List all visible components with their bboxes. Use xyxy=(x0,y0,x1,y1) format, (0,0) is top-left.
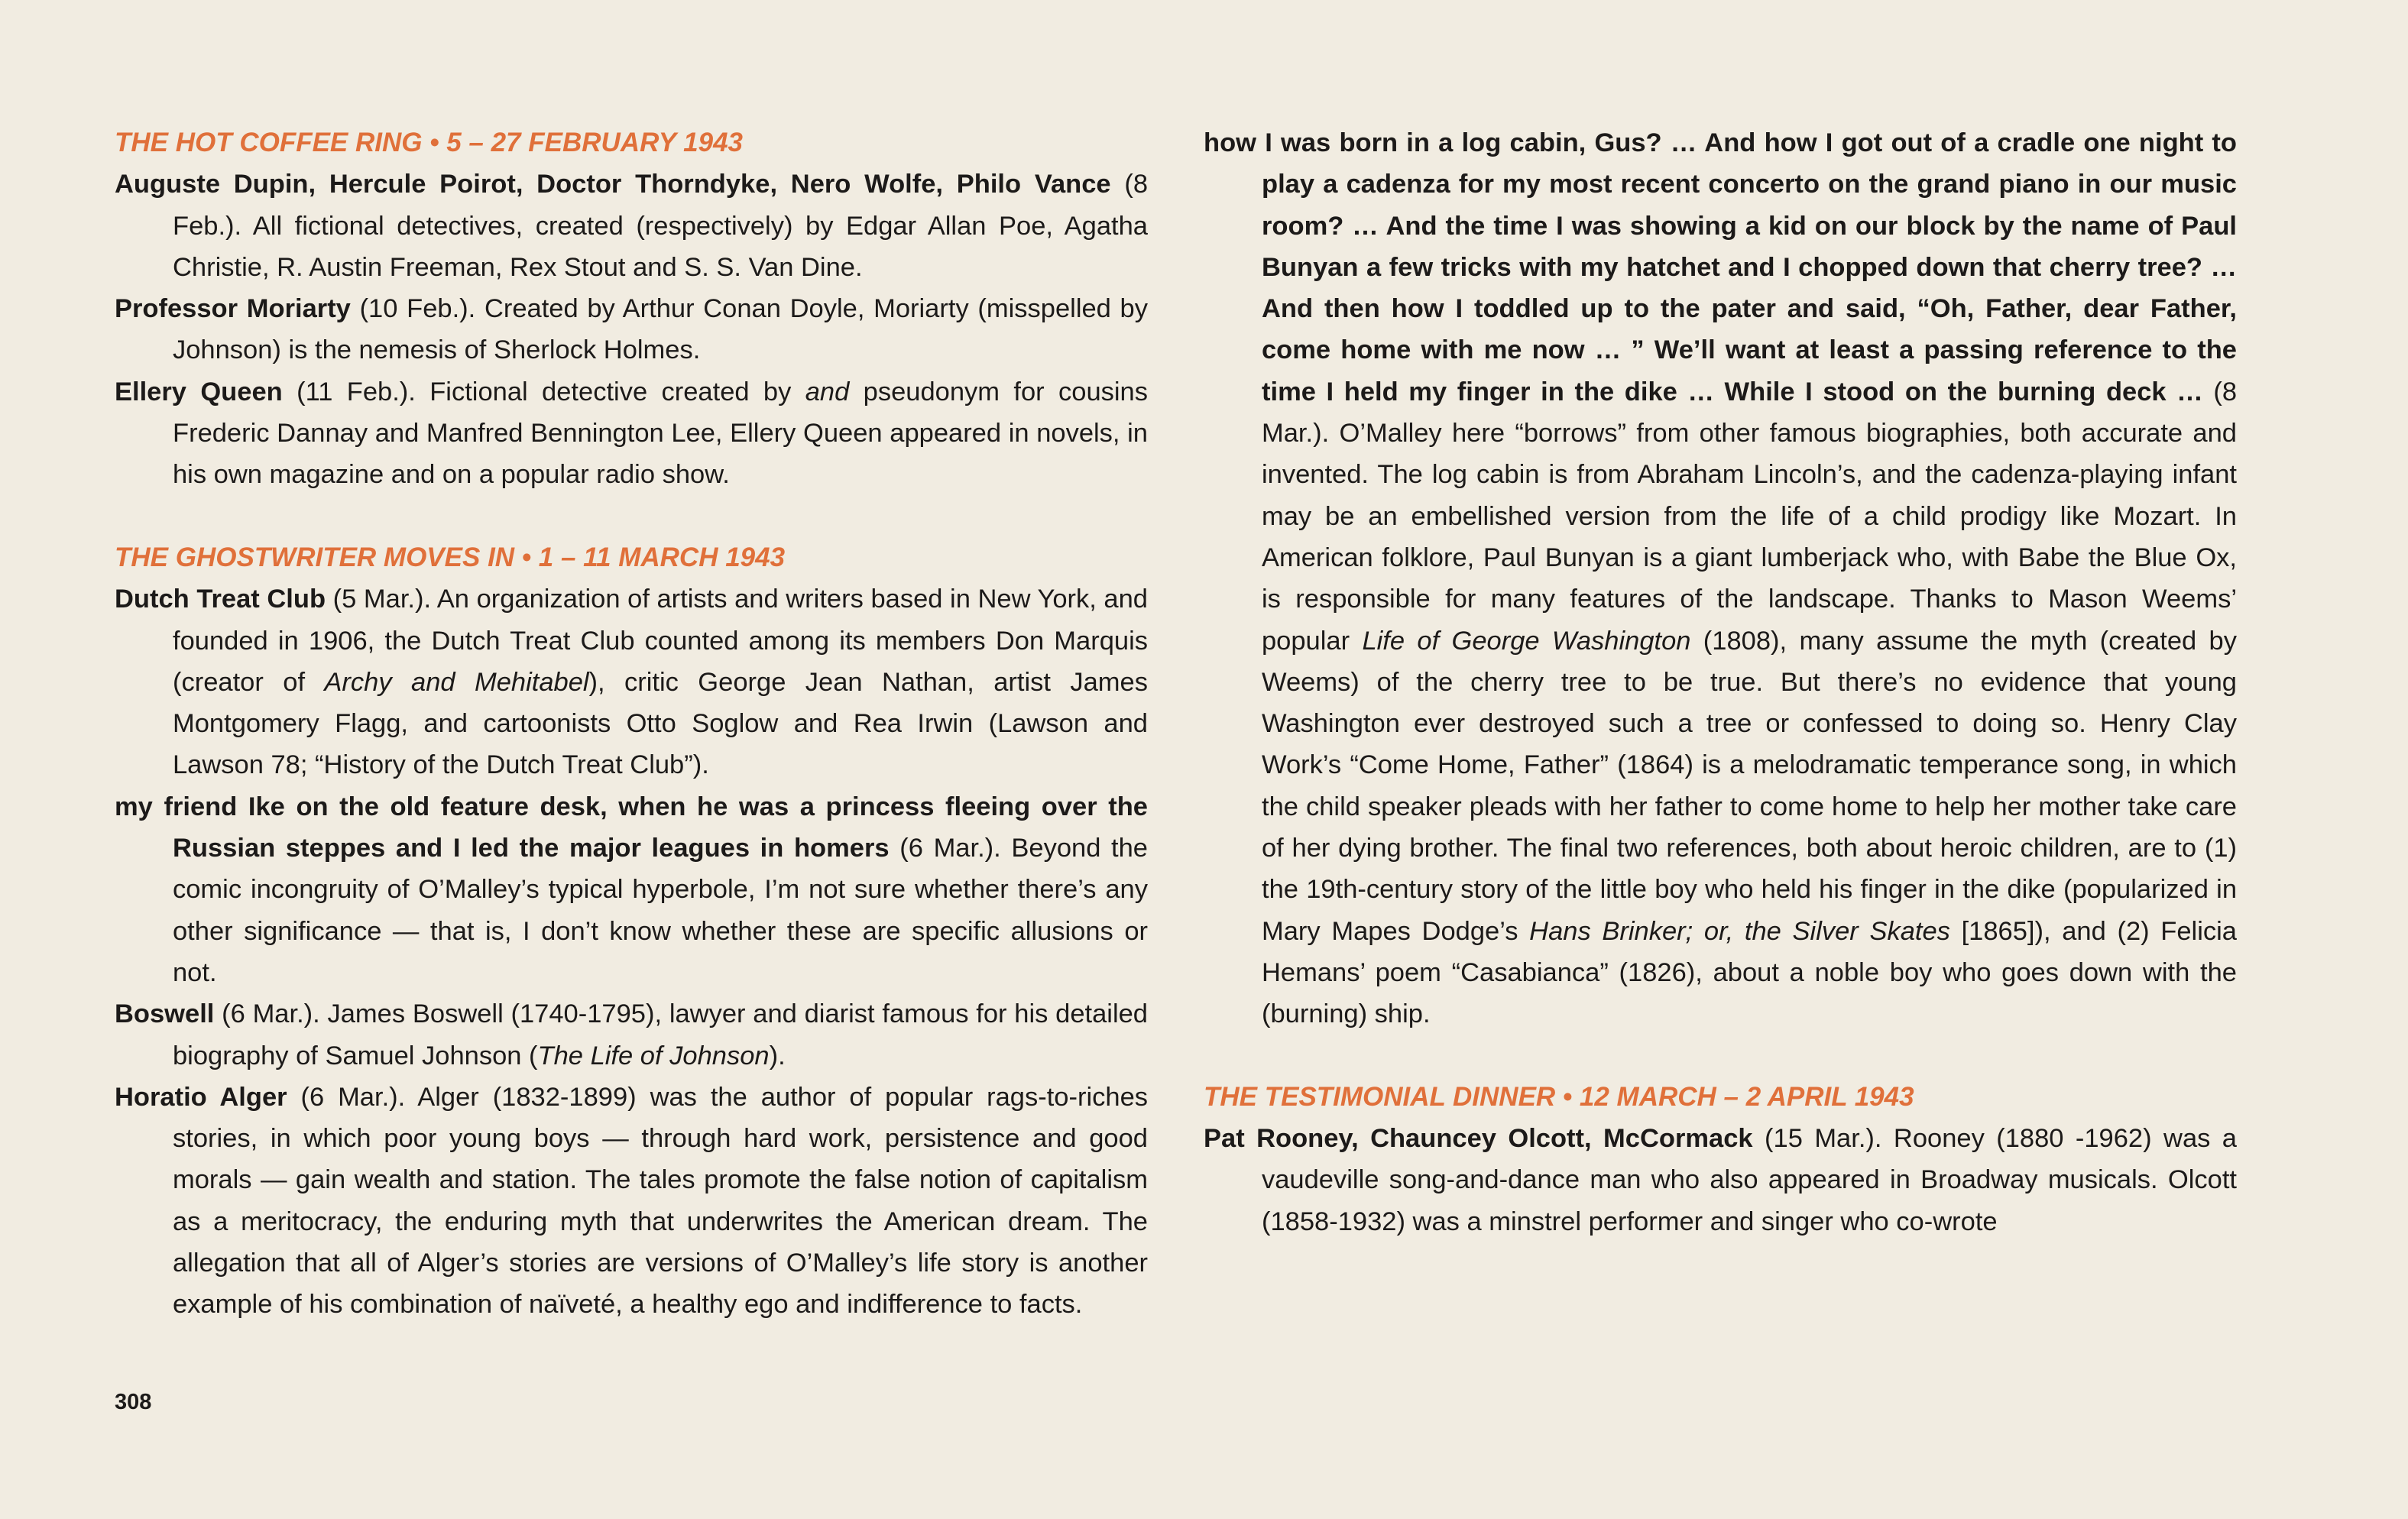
section-heading: THE TESTIMONIAL DINNER • 12 MARCH – 2 APRIL 1943 xyxy=(1204,1081,1914,1112)
term-separator: , xyxy=(515,170,537,199)
entry-term: McCormack xyxy=(1603,1124,1753,1154)
entry-body: ), critic George Jean Nathan, artist James Montgomery Flagg, and cartoonists Otto Soglow and Rea Irwin (Lawson and Lawson 78; “History of the Dutch Treat Club”). xyxy=(173,667,1148,780)
term-separator: , xyxy=(1351,1124,1371,1154)
page-number: 308 xyxy=(115,1390,152,1414)
entry-term: Hercule Poirot xyxy=(329,170,516,199)
glossary-entry xyxy=(115,993,1148,1077)
right-column xyxy=(1204,122,2237,1242)
entry-italic: and xyxy=(805,377,850,406)
entry-body: pseudonym for cousins Frederic Dannay and Manfred Bennington Lee, Ellery Queen appeared in novels, in his own magazine and on a popular radio show. xyxy=(173,377,1148,490)
left-column xyxy=(115,122,1148,1326)
glossary-entry xyxy=(1204,122,2237,1035)
glossary-entry xyxy=(115,578,1148,785)
entry-term: Professor Moriarty xyxy=(115,294,351,324)
glossary-entry xyxy=(115,786,1148,993)
term-separator: , xyxy=(770,170,791,199)
entry-term: Doctor Thorndyke xyxy=(536,170,770,199)
entry-body: ). xyxy=(769,1041,786,1070)
entry-term: Chauncey Olcott xyxy=(1370,1124,1585,1154)
glossary-entry xyxy=(115,288,1148,371)
entry-body: (1808), many assume the myth (created by Weems) of the cherry tree to be true. But there’s no evidence that young Washington ever destroyed such a tree or confessed to doing so. Henry Clay Work’s “Come Home, Father” (1864) is a melodramatic temperance song, in which the child speaker pleads with her father to come home to help her mother take care of her dying brother. The final two references, both about heroic children, are to (1) the 19th-century story of the little boy who held his finger in the dike (popularized in Mary Mapes Dodge’s xyxy=(1262,626,2237,946)
entry-term: Nero Wolfe xyxy=(790,170,936,199)
entry-term: Horatio Alger xyxy=(115,1082,287,1112)
entry-term: Ellery Queen xyxy=(115,377,283,406)
entry-term: my friend Ike on the old feature desk, when he was a princess fleeing over the Russian steppes and I led the major leagues in homers xyxy=(115,792,1148,863)
entry-body: [1865]), and (2) Felicia Hemans’ poem “Casabianca” (1826), about a noble boy who goes down with the (burning) ship. xyxy=(1262,916,2237,1029)
entry-body: (8 Feb.). All fictional detectives, created (respectively) by Edgar Allan Poe, Agatha Christie, R. Austin Freeman, Rex Stout and S. S. Van Dine. xyxy=(173,170,1149,282)
section-spacer xyxy=(1204,1035,2237,1077)
entry-italic: Archy and Mehitabel xyxy=(324,667,589,697)
glossary-entry xyxy=(115,164,1148,288)
section-heading: THE GHOSTWRITER MOVES IN • 1 – 11 MARCH 1943 xyxy=(115,542,786,572)
glossary-entry xyxy=(115,371,1148,496)
term-separator: , xyxy=(308,170,329,199)
section-spacer xyxy=(115,496,1148,537)
entry-body: (6 Mar.). Beyond the comic incongruity of O’Malley’s typical hyperbole, I’m not sure whether there’s any other significance — that is, I don’t know whether these are specific allusions or not. xyxy=(173,834,1148,987)
entry-body: (10 Feb.). Created by Arthur Conan Doyle, Moriarty (misspelled by Johnson) is the nemesis of Sherlock Holmes. xyxy=(173,294,1148,365)
entry-body: (15 Mar.). Rooney (1880 -1962) was a vaudeville song-and-dance man who also appeared in Broadway musicals. Olcott (1858-1932) was a minstrel performer and singer who co-wrote xyxy=(1262,1124,2237,1236)
entry-body: (11 Feb.). Fictional detective created by xyxy=(282,377,805,406)
section-heading: THE HOT COFFEE RING • 5 – 27 FEBRUARY 1943 xyxy=(115,128,744,157)
entry-term: Philo Vance xyxy=(956,170,1111,199)
entry-italic: Hans Brinker; or, the Silver Skates xyxy=(1529,916,1950,946)
entry-italic: Life of George Washington xyxy=(1362,626,1691,656)
glossary-entry xyxy=(1204,1118,2237,1242)
entry-term: Auguste Dupin xyxy=(115,170,309,199)
entry-term: Dutch Treat Club xyxy=(115,585,326,614)
term-separator: , xyxy=(1584,1124,1604,1154)
term-separator: , xyxy=(935,170,957,199)
entry-italic: The Life of Johnson xyxy=(537,1041,770,1070)
entry-term: Pat Rooney xyxy=(1204,1124,1352,1154)
entry-term: how I was born in a log cabin, Gus? … And how I got out of a cradle one night to play a cadenza for my most recent concerto on the grand piano in our music room? … And the time I was showing a kid on our block by the name of Paul Bunyan a few tricks with my hatchet and I chopped down that cherry tree? … And then how I toddled up to the pater and said, “Oh, Father, dear Father, come home with me now … ” We’ll want at least a passing reference to the time I held my finger in the dike … While I stood on the burning deck … xyxy=(1204,128,2237,406)
entry-body: (5 Mar.). An organization of artists and writers based in New York, and founded in 1906, the Dutch Treat Club counted among its members Don Marquis (creator of xyxy=(173,585,1148,697)
entry-body: (6 Mar.). James Boswell (1740-1795), lawyer and diarist famous for his detailed biography of Samuel Johnson ( xyxy=(173,999,1148,1070)
entry-term: Boswell xyxy=(115,999,215,1029)
entry-body: (8 Mar.). O’Malley here “borrows” from other famous biographies, both accurate and invented. The log cabin is from Abraham Lincoln’s, and the cadenza-playing infant may be an embellished version from the life of a child prodigy like Mozart. In American folklore, Paul Bunyan is a giant lumberjack who, with Babe the Blue Ox, is responsible for many features of the landscape. Thanks to Mason Weems’ popular xyxy=(1262,377,2238,656)
entry-body: (6 Mar.). Alger (1832-1899) was the author of popular rags-to-riches stories, in which poor young boys — through hard work, persistence and good morals — gain wealth and station. The tales promote the false notion of capitalism as a meritocracy, the enduring myth that underwrites the American dream. The allegation that all of Alger’s stories are versions of O’Malley’s life story is another example of his combination of naïveté, a healthy ego and indifference to facts. xyxy=(173,1082,1149,1320)
glossary-entry xyxy=(115,1077,1148,1326)
